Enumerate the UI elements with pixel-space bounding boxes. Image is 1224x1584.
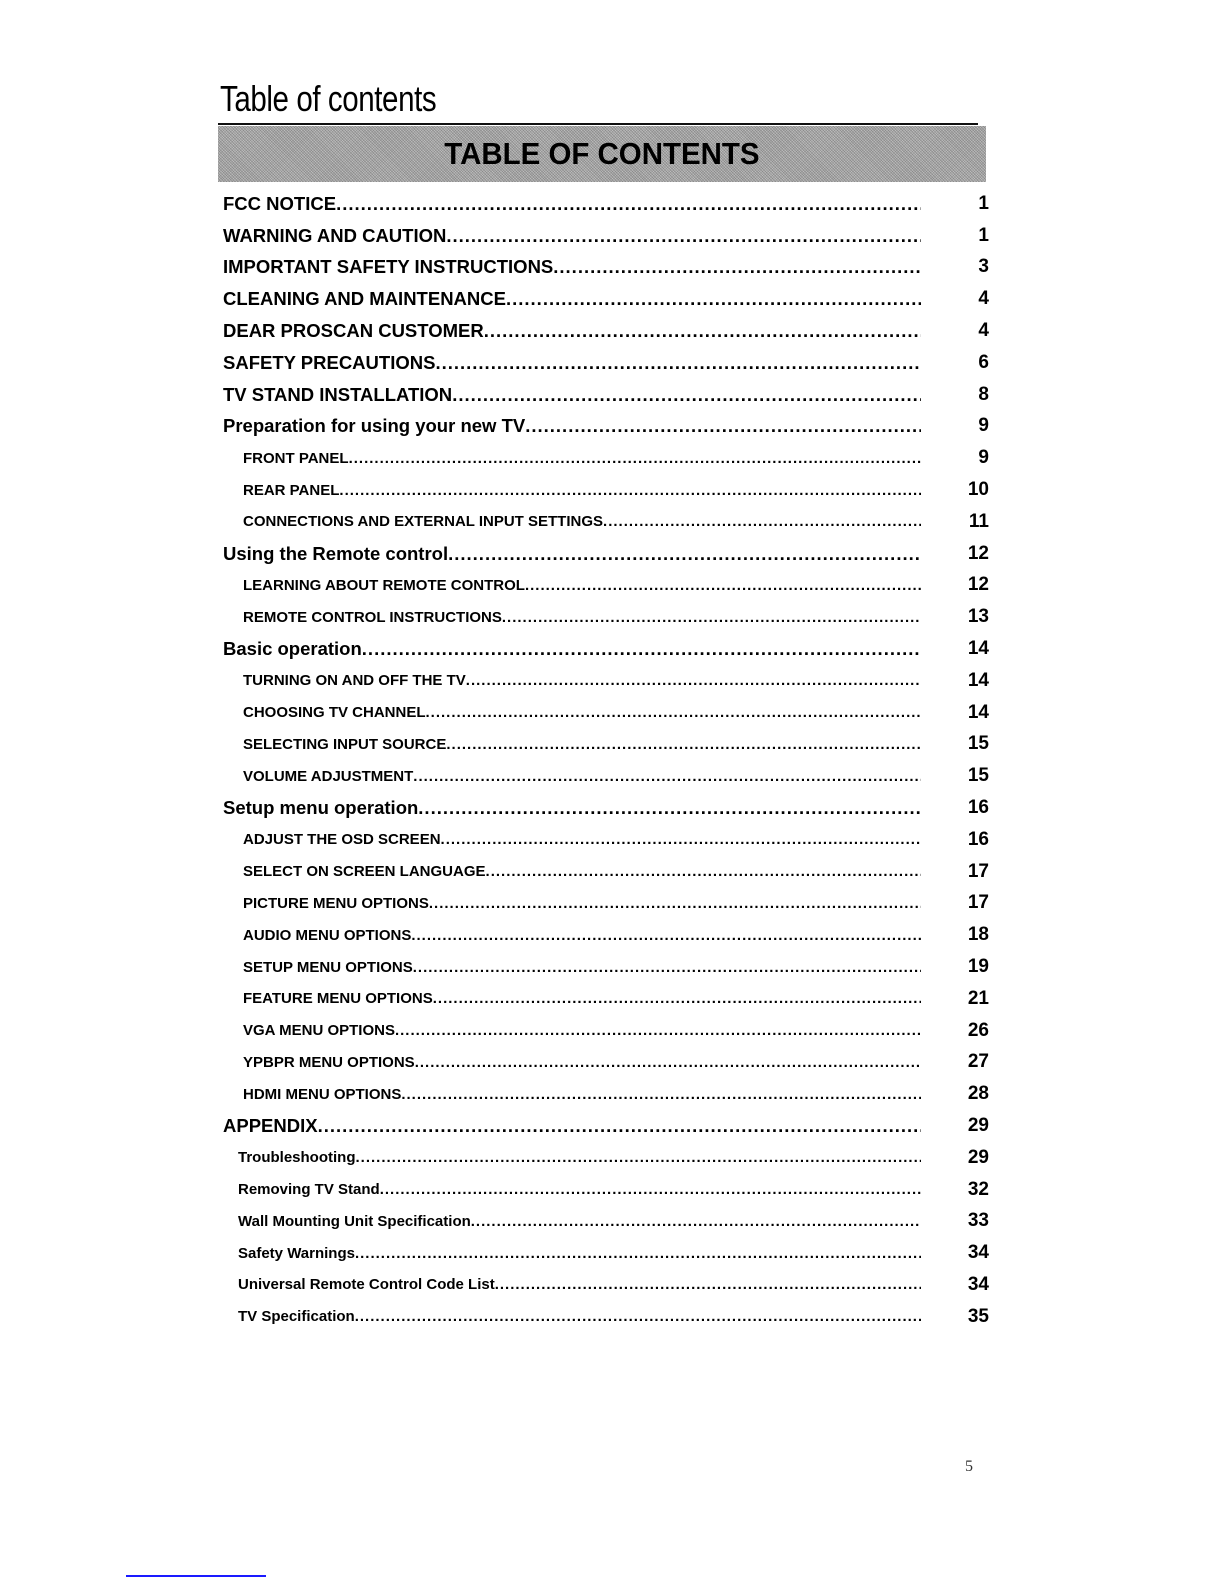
toc-entry-label: Safety Warnings bbox=[238, 1244, 355, 1262]
toc-entry-label: CLEANING AND MAINTENANCE bbox=[223, 288, 506, 310]
toc-entry[interactable] bbox=[223, 888, 989, 920]
toc-entry[interactable] bbox=[223, 633, 989, 665]
toc-entry[interactable] bbox=[223, 283, 989, 315]
toc-entry-page: 11 bbox=[968, 510, 989, 532]
toc-entry-label: VOLUME ADJUSTMENT bbox=[243, 767, 414, 785]
dot-leader bbox=[349, 450, 921, 467]
toc-entry-page: 15 bbox=[967, 733, 989, 755]
toc-entry-page: 34 bbox=[967, 1242, 989, 1264]
dot-leader bbox=[339, 482, 921, 499]
toc-entry[interactable] bbox=[223, 1047, 989, 1079]
toc-banner bbox=[218, 126, 986, 182]
toc-entry[interactable] bbox=[223, 1237, 989, 1269]
toc-entry-label: YPBPR MENU OPTIONS bbox=[243, 1053, 415, 1071]
toc-entry[interactable] bbox=[223, 856, 989, 888]
toc-entry-page: 28 bbox=[967, 1083, 989, 1105]
toc-entry-label: REAR PANEL bbox=[243, 481, 340, 499]
toc-entry-page: 4 bbox=[978, 288, 989, 310]
dot-leader bbox=[418, 797, 921, 819]
footer-page-number: 5 bbox=[965, 1458, 973, 1475]
toc-entry-page: 12 bbox=[967, 574, 989, 596]
toc-entry-page: 6 bbox=[978, 351, 989, 373]
dot-leader bbox=[452, 384, 921, 406]
toc-entry-page: 35 bbox=[967, 1305, 989, 1327]
toc-entry-page: 26 bbox=[967, 1019, 989, 1041]
toc-entry[interactable] bbox=[223, 570, 989, 602]
toc-entry-page: 16 bbox=[967, 828, 989, 850]
toc-entry-label: Using the Remote control bbox=[223, 542, 449, 564]
toc-entry-label: CONNECTIONS AND EXTERNAL INPUT SETTINGS bbox=[243, 513, 604, 531]
toc-entry-page: 17 bbox=[967, 860, 989, 882]
toc-entry-page: 15 bbox=[967, 765, 989, 787]
dot-leader bbox=[413, 959, 921, 976]
toc-entry-label: SELECTING INPUT SOURCE bbox=[243, 735, 447, 753]
dot-leader bbox=[411, 927, 921, 944]
toc-entry-page: 29 bbox=[967, 1115, 989, 1136]
toc-entry[interactable] bbox=[223, 442, 989, 474]
toc-entry-label: TURNING ON AND OFF THE TV bbox=[243, 672, 466, 690]
toc-entry[interactable] bbox=[223, 1078, 989, 1110]
toc-entry-page: 1 bbox=[978, 192, 989, 214]
toc-entry-label: FCC NOTICE bbox=[223, 192, 337, 214]
toc-entry-label: CHOOSING TV CHANNEL bbox=[243, 704, 426, 722]
toc-entry-page: 16 bbox=[967, 797, 989, 819]
dot-leader bbox=[380, 1181, 921, 1198]
dot-leader bbox=[435, 352, 921, 374]
toc-entry-label: LEARNING ABOUT REMOTE CONTROL bbox=[243, 576, 525, 594]
toc-entry-label: Troubleshooting bbox=[238, 1149, 356, 1167]
toc-entry-label: TV STAND INSTALLATION bbox=[223, 383, 453, 405]
toc-list bbox=[223, 188, 989, 1333]
toc-entry-page: 12 bbox=[967, 542, 989, 564]
toc-entry-label: Basic operation bbox=[223, 638, 362, 660]
toc-entry-page: 18 bbox=[967, 924, 989, 946]
toc-entry-label: IMPORTANT SAFETY INSTRUCTIONS bbox=[223, 256, 554, 278]
toc-entry-label: Preparation for using your new TV bbox=[223, 415, 526, 437]
toc-entry-label: REMOTE CONTROL INSTRUCTIONS bbox=[243, 608, 502, 626]
dot-leader bbox=[471, 1213, 921, 1230]
toc-entry-page: 34 bbox=[967, 1273, 989, 1295]
dot-leader bbox=[318, 1115, 921, 1137]
toc-entry[interactable] bbox=[223, 824, 989, 856]
toc-entry[interactable] bbox=[223, 220, 989, 252]
toc-entry[interactable] bbox=[223, 474, 989, 506]
toc-entry[interactable] bbox=[223, 1142, 989, 1174]
footer-rule bbox=[126, 1575, 266, 1577]
toc-entry-page: 27 bbox=[967, 1051, 989, 1073]
toc-entry-page: 29 bbox=[967, 1146, 989, 1168]
toc-entry[interactable] bbox=[223, 1174, 989, 1206]
toc-entry[interactable] bbox=[223, 1301, 989, 1333]
dot-leader bbox=[486, 863, 921, 880]
toc-entry[interactable] bbox=[223, 697, 989, 729]
toc-entry-label: APPENDIX bbox=[223, 1115, 318, 1136]
toc-entry-page: 9 bbox=[978, 415, 989, 437]
dot-leader bbox=[356, 1149, 922, 1166]
toc-entry-page: 19 bbox=[967, 956, 989, 978]
toc-entry-label: WARNING AND CAUTION bbox=[223, 224, 447, 246]
toc-entry-page: 33 bbox=[967, 1210, 989, 1232]
toc-entry-page: 8 bbox=[978, 383, 989, 405]
dot-leader bbox=[603, 513, 921, 530]
dot-leader bbox=[495, 1276, 921, 1293]
dot-leader bbox=[446, 225, 921, 247]
dot-leader bbox=[553, 256, 921, 278]
dot-leader bbox=[525, 577, 921, 594]
toc-entry-page: 4 bbox=[978, 320, 989, 342]
toc-entry-label: SETUP MENU OPTIONS bbox=[243, 958, 413, 976]
dot-leader bbox=[336, 193, 921, 215]
toc-entry-page: 17 bbox=[967, 892, 989, 914]
dot-leader bbox=[441, 831, 921, 848]
toc-entry[interactable] bbox=[223, 411, 989, 443]
toc-entry-page: 1 bbox=[978, 224, 989, 246]
toc-entry-label: PICTURE MENU OPTIONS bbox=[243, 894, 429, 912]
toc-entry[interactable] bbox=[223, 1110, 989, 1142]
dot-leader bbox=[448, 543, 921, 565]
toc-entry[interactable] bbox=[223, 601, 989, 633]
dot-leader bbox=[446, 736, 921, 753]
dot-leader bbox=[506, 288, 921, 310]
toc-entry-label: DEAR PROSCAN CUSTOMER bbox=[223, 320, 484, 342]
dot-leader bbox=[429, 895, 921, 912]
toc-entry[interactable] bbox=[223, 760, 989, 792]
toc-entry[interactable] bbox=[223, 1015, 989, 1047]
dot-leader bbox=[484, 320, 921, 342]
toc-entry-label: SAFETY PRECAUTIONS bbox=[223, 351, 436, 373]
toc-entry-page: 32 bbox=[967, 1178, 989, 1200]
toc-entry-page: 14 bbox=[967, 638, 989, 660]
toc-entry-label: Removing TV Stand bbox=[238, 1181, 380, 1199]
dot-leader bbox=[466, 672, 921, 689]
toc-entry[interactable] bbox=[223, 1269, 989, 1301]
toc-entry[interactable] bbox=[223, 379, 989, 411]
toc-entry-label: VGA MENU OPTIONS bbox=[243, 1022, 395, 1040]
dot-leader bbox=[355, 1245, 921, 1262]
toc-entry-label: Wall Mounting Unit Specification bbox=[238, 1212, 471, 1230]
toc-entry-page: 9 bbox=[978, 447, 989, 469]
toc-entry[interactable] bbox=[223, 729, 989, 761]
toc-entry-page: 10 bbox=[967, 479, 989, 501]
dot-leader bbox=[525, 415, 921, 437]
toc-entry[interactable] bbox=[223, 665, 989, 697]
dot-leader bbox=[502, 609, 921, 626]
toc-entry-label: ADJUST THE OSD SCREEN bbox=[243, 831, 441, 849]
toc-entry-label: Setup menu operation bbox=[223, 797, 419, 819]
dot-leader bbox=[362, 638, 921, 660]
dot-leader bbox=[395, 1022, 921, 1039]
toc-entry[interactable] bbox=[223, 919, 989, 951]
dot-leader bbox=[355, 1308, 921, 1325]
title-divider bbox=[218, 123, 978, 125]
toc-entry[interactable] bbox=[223, 315, 989, 347]
toc-entry[interactable] bbox=[223, 252, 989, 284]
dot-leader bbox=[413, 768, 921, 785]
toc-entry-page: 3 bbox=[978, 256, 989, 278]
toc-entry[interactable] bbox=[223, 951, 989, 983]
toc-entry-page: 13 bbox=[967, 606, 989, 628]
toc-entry-label: TV Specification bbox=[238, 1308, 355, 1326]
toc-entry-page: 14 bbox=[967, 669, 989, 691]
toc-entry[interactable] bbox=[223, 538, 989, 570]
dot-leader bbox=[426, 704, 921, 721]
dot-leader bbox=[415, 1054, 921, 1071]
dot-leader bbox=[433, 990, 921, 1007]
toc-entry[interactable] bbox=[223, 1206, 989, 1238]
toc-entry-label: FEATURE MENU OPTIONS bbox=[243, 990, 433, 1008]
toc-entry[interactable] bbox=[223, 347, 989, 379]
toc-entry-label: HDMI MENU OPTIONS bbox=[243, 1085, 402, 1103]
toc-entry-page: 14 bbox=[967, 701, 989, 723]
toc-entry-label: SELECT ON SCREEN LANGUAGE bbox=[243, 863, 486, 881]
toc-entry[interactable] bbox=[223, 188, 989, 220]
toc-entry[interactable] bbox=[223, 792, 989, 824]
toc-entry-page: 21 bbox=[967, 987, 989, 1009]
dot-leader bbox=[401, 1086, 921, 1103]
toc-entry[interactable] bbox=[223, 983, 989, 1015]
toc-entry-label: AUDIO MENU OPTIONS bbox=[243, 926, 412, 944]
toc-entry-label: Universal Remote Control Code List bbox=[238, 1276, 495, 1294]
toc-entry-label: FRONT PANEL bbox=[243, 449, 349, 467]
banner-title: TABLE OF CONTENTS bbox=[444, 136, 760, 171]
page-title: Table of contents bbox=[220, 78, 437, 119]
toc-entry[interactable] bbox=[223, 506, 989, 538]
